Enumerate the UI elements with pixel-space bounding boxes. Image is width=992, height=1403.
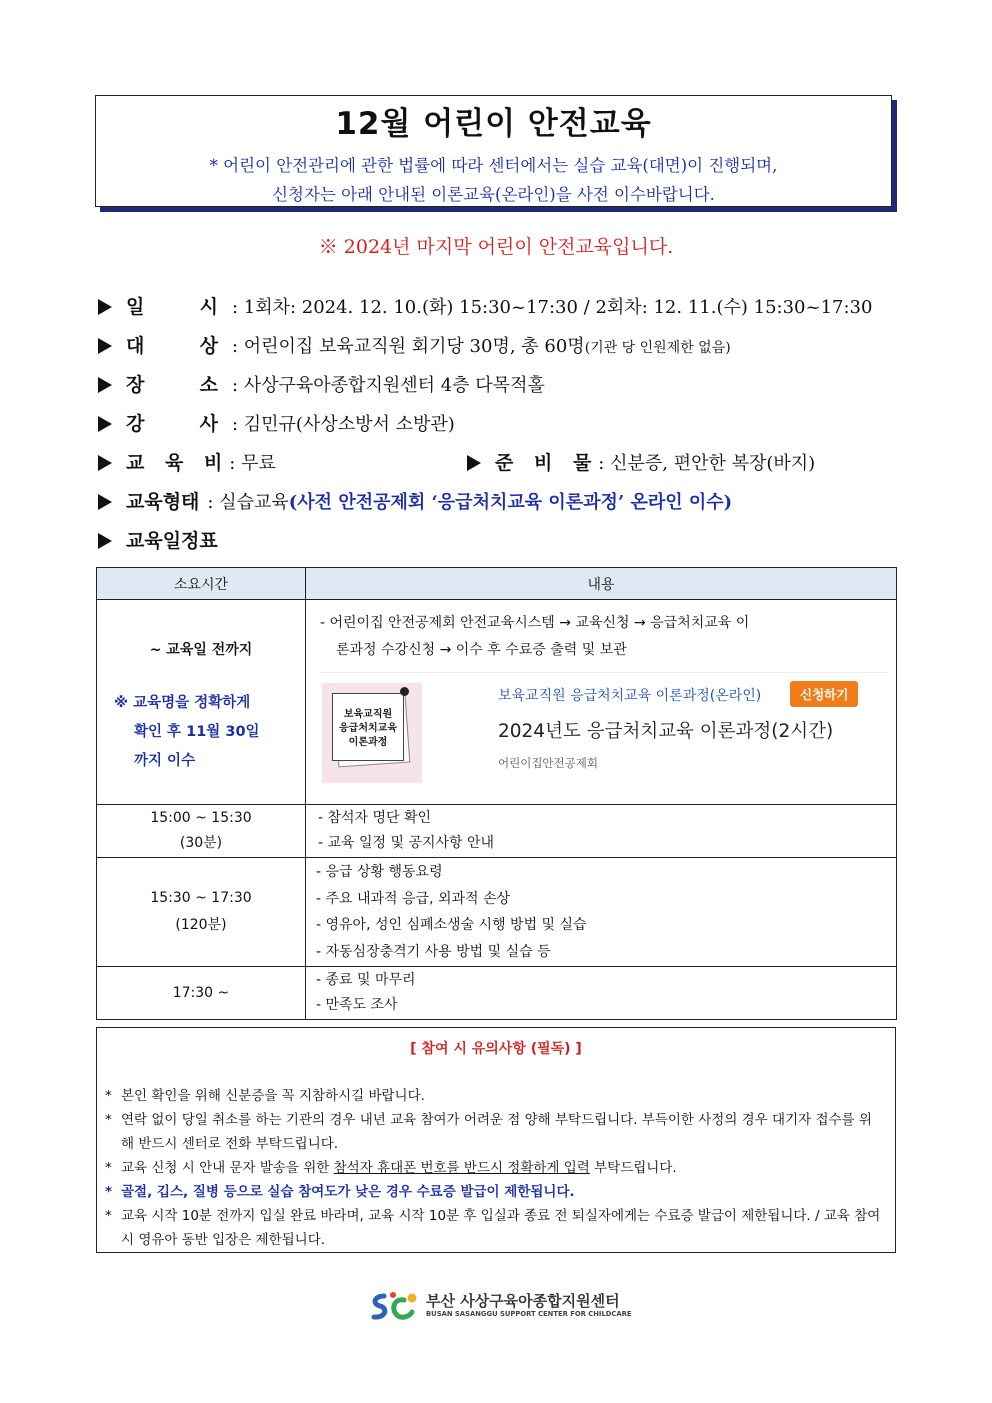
course-card[interactable] (320, 672, 888, 783)
apply-button[interactable]: 신청하기 (790, 681, 858, 707)
arrow-icon (98, 533, 112, 549)
type-label: 교육형태 (126, 491, 200, 513)
info-schedule (98, 526, 218, 560)
instructor-value: : 김민규(사상소방서 소방관) (231, 414, 455, 435)
thumb-line3: 이론과정 (348, 737, 388, 748)
row1-note-line2: 확인 후 11월 30일 (134, 724, 260, 740)
row1-note (98, 689, 304, 776)
type-value: : 실습교육 (207, 492, 289, 513)
col-header-time: 소요시간 (97, 568, 306, 600)
col-header-content: 내용 (306, 568, 897, 600)
arrow-icon (98, 416, 112, 432)
arrow-icon (98, 338, 112, 354)
info-instructor (98, 409, 455, 443)
type-note: (사전 안전공제회 ‘응급처치교육 이론과정’ 온라인 이수) (288, 492, 733, 513)
arrow-icon (467, 455, 481, 471)
footer-name-en: BUSAN SASANGGU SUPPORT CENTER FOR CHILDCARE (426, 1310, 632, 1318)
row2-time: 15:00 ~ 15:30 (150, 810, 252, 826)
title-sub-line1: * 어린이 안전관리에 관한 법률에 따라 센터에서는 실습 교육(대면)이 진행되며, (209, 156, 778, 175)
caution-item: * 교육 시작 10분 전까지 입실 완료 바라며, 교육 시작 10분 후 입실과 종료 전 퇴실자에게는 수료증 발급이 제한됩니다. / 교육 참여 시 영유아 동반 입장은 제한됩니다. (105, 1208, 881, 1248)
caution-box (96, 1027, 896, 1253)
row1-note-line1: ※ 교육명을 정확하게 (114, 695, 251, 711)
row2-duration: (30분) (179, 835, 223, 851)
schedule-table (96, 567, 897, 1020)
instructor-label: 강 사 (126, 413, 232, 435)
caution-item: * 골절, 깁스, 질병 등으로 실습 참여도가 낮은 경우 수료증 발급이 제한됩니다. (105, 1184, 575, 1200)
fee-value: : 무료 (229, 453, 276, 474)
info-target (98, 331, 731, 365)
caution-title: [ 참여 시 유의사항 (필독) ] (410, 1041, 582, 1057)
caution-item: * 연락 없이 당일 취소를 하는 기관의 경우 내년 교육 참여가 어려운 점 양해 부탁드립니다. 부득이한 사정의 경우 대기자 접수를 위해 반드시 센터로 전화 부탁드립니다. (105, 1112, 872, 1152)
footer-logo (370, 1290, 670, 1324)
notice: ※ 2024년 마지막 어린이 안전교육입니다. (318, 236, 674, 258)
row3-duration: (120분) (175, 917, 227, 933)
target-label: 대 상 (126, 335, 232, 357)
table-row (97, 805, 897, 858)
title-sub-line2: 신청자는 아래 안내된 이론교육(온라인)을 사전 이수바랍니다. (272, 185, 715, 204)
date-label: 일 시 (126, 296, 232, 318)
thumb-line1: 보육교직원 (343, 709, 393, 720)
row1-note-line3: 까지 이수 (134, 753, 196, 769)
table-row (97, 858, 897, 967)
course-title: 2024년도 응급처치교육 이론과정(2시간) (498, 721, 834, 742)
caution-item: * 교육 신청 시 안내 문자 발송을 위한 참석자 휴대폰 번호를 반드시 정확하게 입력 부탁드립니다. (105, 1160, 677, 1176)
row3-item: - 응급 상황 행동요령 (316, 864, 443, 880)
info-place (98, 370, 545, 404)
course-thumbnail (322, 683, 422, 783)
arrow-icon (98, 494, 112, 510)
date-value: : 1회차: 2024. 12. 10.(화) 15:30~17:30 / 2회차: 12. 11.(수) 15:30~17:30 (231, 297, 873, 318)
target-value: : 어린이집 보육교직원 회기당 30명, 총 60명 (231, 336, 585, 357)
schedule-label: 교육일정표 (126, 530, 218, 552)
caution-item: * 본인 확인을 위해 신분증을 꼭 지참하시길 바랍니다. (105, 1088, 425, 1104)
course-org: 어린이집안전공제회 (498, 756, 598, 770)
row1-content-line1: - 어린이집 안전공제회 안전교육시스템 → 교육신청 → 응급처치교육 이 (320, 615, 750, 631)
info-date (98, 292, 872, 326)
row2-item: - 참석자 명단 확인 (318, 810, 432, 826)
page-title: 12월 어린이 안전교육 (335, 106, 652, 142)
title-subtext (96, 151, 891, 209)
info-fee (98, 448, 276, 482)
title-box (95, 95, 892, 207)
row1-time: ~ 교육일 전까지 (149, 642, 253, 658)
supplies-label: 준 비 물 (495, 452, 599, 474)
arrow-icon (98, 299, 112, 315)
pin-icon (400, 687, 409, 696)
row4-item: - 종료 및 마무리 (316, 972, 416, 988)
row3-time: 15:30 ~ 17:30 (150, 890, 252, 906)
supplies-value: : 신분증, 편안한 복장(바지) (598, 453, 816, 474)
fee-label: 교 육 비 (126, 452, 230, 474)
row1-content (320, 610, 888, 664)
row2-item: - 교육 일정 및 공지사항 안내 (318, 835, 495, 851)
row3-item: - 영유아, 성인 심폐소생술 시행 방법 및 실습 (316, 917, 587, 933)
arrow-icon (98, 377, 112, 393)
table-row (97, 600, 897, 805)
place-value: : 사상구육아종합지원센터 4층 다목적홀 (231, 375, 545, 396)
row3-item: - 주요 내과적 응급, 외과적 손상 (316, 890, 511, 907)
footer-name-kr: 부산 사상구육아종합지원센터 (426, 1292, 620, 1310)
table-header-row (97, 568, 897, 600)
row4-time: 17:30 ~ (97, 967, 306, 1020)
arrow-icon (98, 455, 112, 471)
row4-item: - 만족도 조사 (316, 997, 398, 1013)
caution-underline: 참석자 휴대폰 번호를 반드시 정확하게 입력 (333, 1160, 590, 1176)
info-type (98, 487, 732, 521)
row3-item: - 자동심장충격기 사용 방법 및 실습 등 (316, 943, 551, 960)
center-logo-icon (370, 1290, 422, 1324)
thumb-line2: 응급처치교육 (339, 723, 397, 734)
row1-content-line2: 론과정 수강신청 → 이수 후 수료증 출력 및 보관 (336, 642, 627, 658)
course-category: 보육교직원 응급처치교육 이론과정(온라인) (498, 688, 762, 704)
table-row (97, 967, 897, 1020)
caution-list (105, 1084, 883, 1252)
info-supplies (467, 448, 815, 482)
place-label: 장 소 (126, 374, 232, 396)
target-note: (기관 당 인원제한 없음) (584, 340, 731, 356)
